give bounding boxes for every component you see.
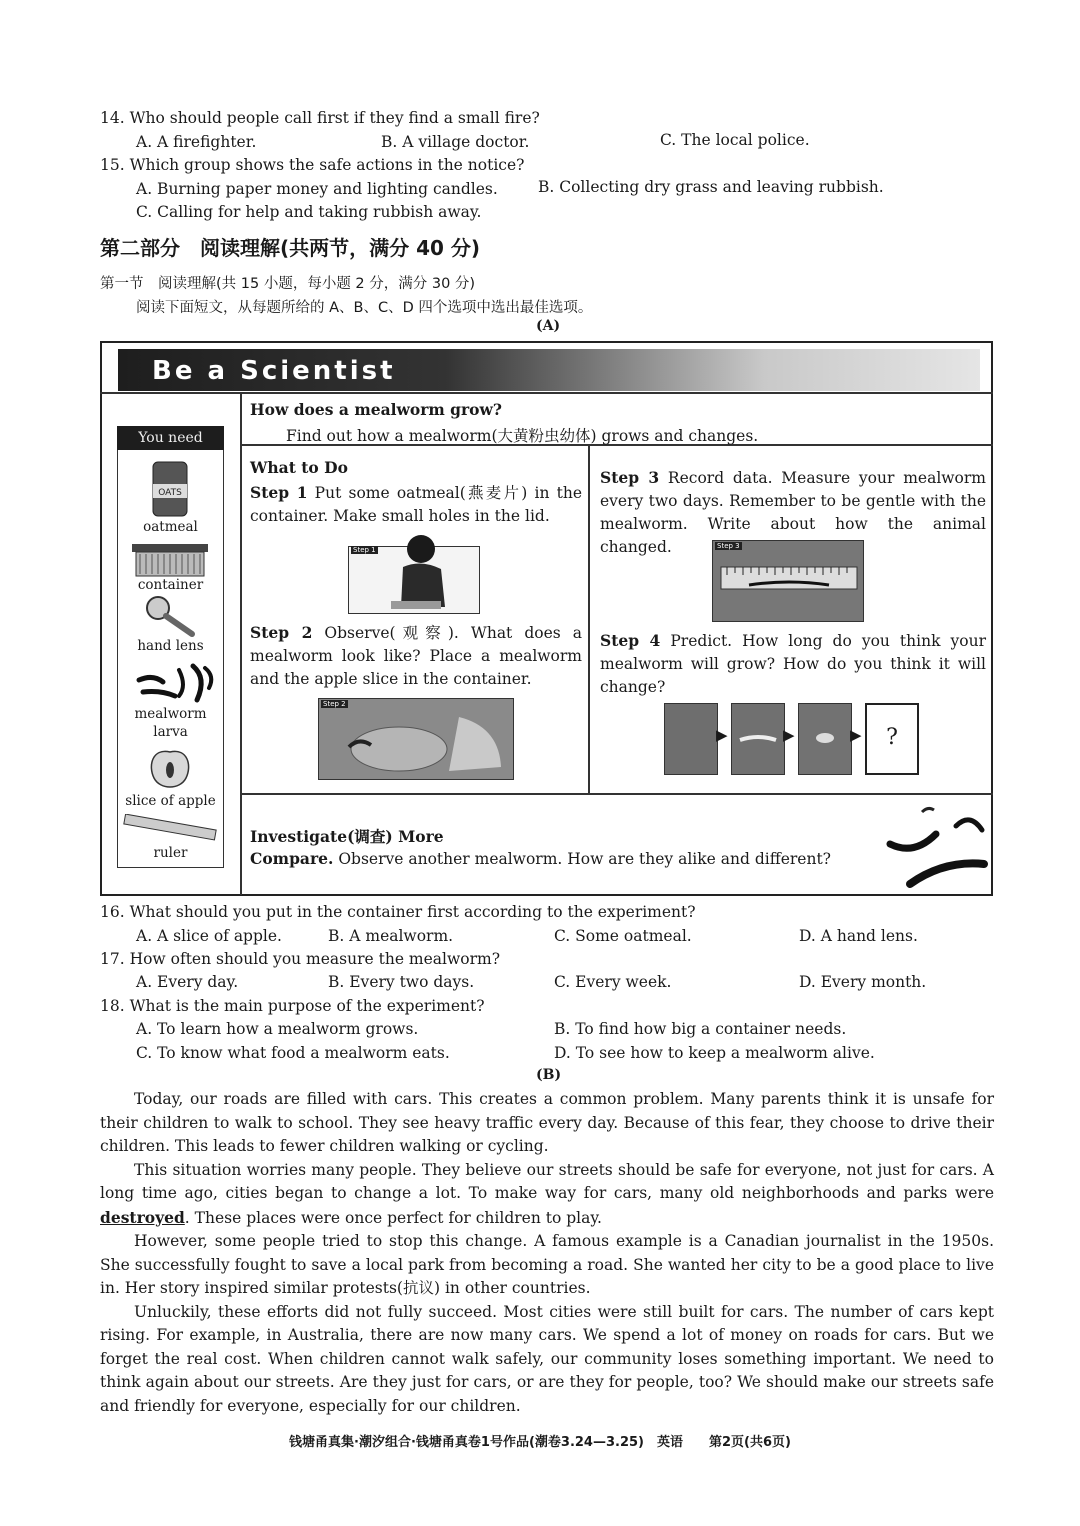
svg-text:OATS: OATS	[158, 488, 182, 498]
underlined-word: destroyed	[100, 1207, 185, 1227]
instruction: 阅读下面短文，从每题所给的 A、B、C、D 四个选项中选出最佳选项。	[136, 300, 593, 316]
step-4-label: Step 4	[600, 631, 661, 650]
section-one-title: 第一节 阅读理解(共 15 小题，每小题 2 分，满分 30 分)	[100, 276, 476, 292]
material-ruler: ruler	[153, 845, 188, 861]
step-2-photo-tag: Step 2	[323, 700, 346, 708]
step-3-photo	[712, 540, 864, 622]
divider	[240, 793, 993, 795]
q17-option-c: C. Every week.	[554, 973, 672, 991]
materials-title: You need	[117, 426, 224, 450]
apple-slice-icon	[146, 746, 194, 792]
material-container: container	[137, 577, 204, 593]
q15-option-b: B. Collecting dry grass and leaving rubbish.	[538, 178, 884, 196]
q16-option-c: C. Some oatmeal.	[554, 927, 692, 945]
q14-option-a: A. A firefighter.	[136, 133, 257, 151]
oatmeal-icon	[150, 458, 190, 520]
question-18: 18. What is the main purpose of the experiment?	[100, 997, 485, 1015]
investigate-heading: Investigate(调查) More	[250, 827, 444, 846]
q16-option-a: A. A slice of apple.	[136, 927, 282, 945]
page-footer: 钱塘甬真集·潮汐组合·钱塘甬真卷1号作品(潮卷3.24—3.25) 英语 第2页(共6页)	[289, 1435, 791, 1450]
step-2-label: Step 2	[250, 623, 313, 642]
arrow-icon: ▶	[716, 726, 728, 744]
material-larva: larva	[153, 724, 188, 740]
step-3-photo-tag: Step 3	[717, 542, 740, 550]
compare-body: Observe another mealworm. How are they alike and different?	[333, 850, 831, 868]
step-4-text	[600, 629, 986, 699]
passage-b	[100, 1088, 994, 1418]
passage-b-paragraph-1: Today, our roads are filled with cars. This creates a common problem. Many parents think it is unsafe for their children to walk to school. They see heavy traffic every day. Because of this fear, they choose to drive their children. This leads to fewer children walking or cycling.	[100, 1090, 994, 1155]
container-icon	[128, 540, 212, 580]
child-icon	[389, 531, 459, 615]
question-14: 14. Who should people call first if they find a small fire?	[100, 109, 540, 127]
question-text: Find out how a mealworm(大黄粉虫幼体) grows and changes.	[286, 427, 759, 445]
q18-option-d: D. To see how to keep a mealworm alive.	[554, 1044, 875, 1062]
passage-b-paragraph-3: However, some people tried to stop this change. A famous example is a Canadian journalist in the 1950s. She successfully fought to save a local park from becoming a road. She wanted her city to be a good place to live in. Her story inspired similar protests(抗议) in other countries.	[100, 1232, 994, 1297]
step-3-body: Record data. Measure your mealworm every two days. Remember to be gentle with the mealworm. Write about how the animal changed.	[600, 469, 986, 556]
q18-option-c: C. To know what food a mealworm eats.	[136, 1044, 450, 1062]
q14-option-b: B. A village doctor.	[381, 133, 530, 151]
paragraph-2-text-end: . These places were once perfect for children to play.	[184, 1208, 602, 1227]
step-4-body: Predict. How long do you think your mealworm will grow? How do you think it will change?	[600, 632, 986, 696]
compare-label: Compare.	[250, 849, 334, 868]
banner-title: Be a Scientist	[152, 356, 396, 386]
material-mealworm: mealworm	[134, 706, 207, 722]
divider	[100, 392, 993, 394]
stage-1-photo	[664, 703, 718, 775]
divider	[588, 444, 590, 794]
material-oatmeal: oatmeal	[143, 519, 198, 535]
q16-option-b: B. A mealworm.	[328, 927, 454, 945]
q17-option-b: B. Every two days.	[328, 973, 475, 991]
unknown-stage-box	[865, 703, 919, 775]
compare-text	[250, 849, 831, 868]
passage-b-paragraph-4: Unluckily, these efforts did not fully succeed. Most cities were still built for cars. The number of cars kept rising. For example, in Australia, there are now many cars. We spend a lot of money on roads for cars. But we forget the real cost. When children cannot walk safely, our community loses something important. We need to think again about our streets. Are they just for cars, or are they for people, too? We should make our streets safe and friendly for everyone, especially for our children.	[100, 1302, 994, 1415]
q17-option-a: A. Every day.	[136, 973, 239, 991]
q15-option-c: C. Calling for help and taking rubbish away.	[136, 203, 482, 221]
passage-b-paragraph-2	[100, 1159, 994, 1231]
passage-b-label: (B)	[536, 1067, 562, 1083]
arrow-icon: ▶	[850, 726, 862, 744]
question-16: 16. What should you put in the container first according to the experiment?	[100, 903, 696, 921]
step-1-photo	[348, 546, 480, 614]
what-to-do-heading: What to Do	[250, 458, 348, 477]
material-apple-slice: slice of apple	[125, 793, 216, 809]
paragraph-2-text: This situation worries many people. They believe our streets should be safe for everyone, not just for cars. A long time ago, cities began to change a lot. To make way for cars, many old neighborhoods and parks were	[100, 1160, 994, 1202]
step-1-text	[250, 481, 582, 528]
passage-a-label: (A)	[536, 318, 561, 334]
q18-option-b: B. To find how big a container needs.	[554, 1020, 847, 1038]
container-with-mealworm-icon	[329, 707, 509, 777]
step-1-body: Put some oatmeal(燕麦片) in the container. Make small holes in the lid.	[250, 484, 582, 525]
q16-option-d: D. A hand lens.	[799, 927, 918, 945]
material-hand-lens: hand lens	[137, 638, 204, 654]
part-two-title: 第二部分 阅读理解(共两节，满分 40 分)	[100, 236, 481, 260]
question-17: 17. How often should you measure the mealworm?	[100, 950, 501, 968]
ruler-icon	[122, 814, 218, 844]
mealworm-icon	[135, 656, 219, 704]
step-1-label: Step 1	[250, 483, 308, 502]
question-title: How does a mealworm grow?	[250, 400, 502, 419]
question-15: 15. Which group shows the safe actions in the notice?	[100, 156, 525, 174]
step-2-body: Observe(观察). What does a mealworm look like? Place a mealworm and the apple slice in the container.	[250, 624, 582, 688]
measuring-ruler-icon	[719, 559, 859, 609]
arrow-icon: ▶	[783, 726, 795, 744]
step-2-text	[250, 621, 582, 691]
two-mealworms-icon	[884, 800, 990, 892]
stage-3-photo	[798, 703, 852, 775]
divider	[240, 392, 242, 895]
q18-option-a: A. To learn how a mealworm grows.	[136, 1020, 419, 1038]
step-2-photo	[318, 698, 514, 780]
step-3-label: Step 3	[600, 468, 660, 487]
larva-stage-icon	[738, 732, 778, 746]
q17-option-d: D. Every month.	[799, 973, 927, 991]
q15-option-a: A. Burning paper money and lighting candles.	[136, 180, 498, 198]
pupa-stage-icon	[813, 730, 837, 746]
unknown-stage-mark: ?	[886, 725, 898, 750]
step-1-photo-tag: Step 1	[353, 546, 376, 554]
hand-lens-icon	[142, 594, 198, 638]
stage-2-photo	[731, 703, 785, 775]
q14-option-c: C. The local police.	[660, 131, 810, 149]
